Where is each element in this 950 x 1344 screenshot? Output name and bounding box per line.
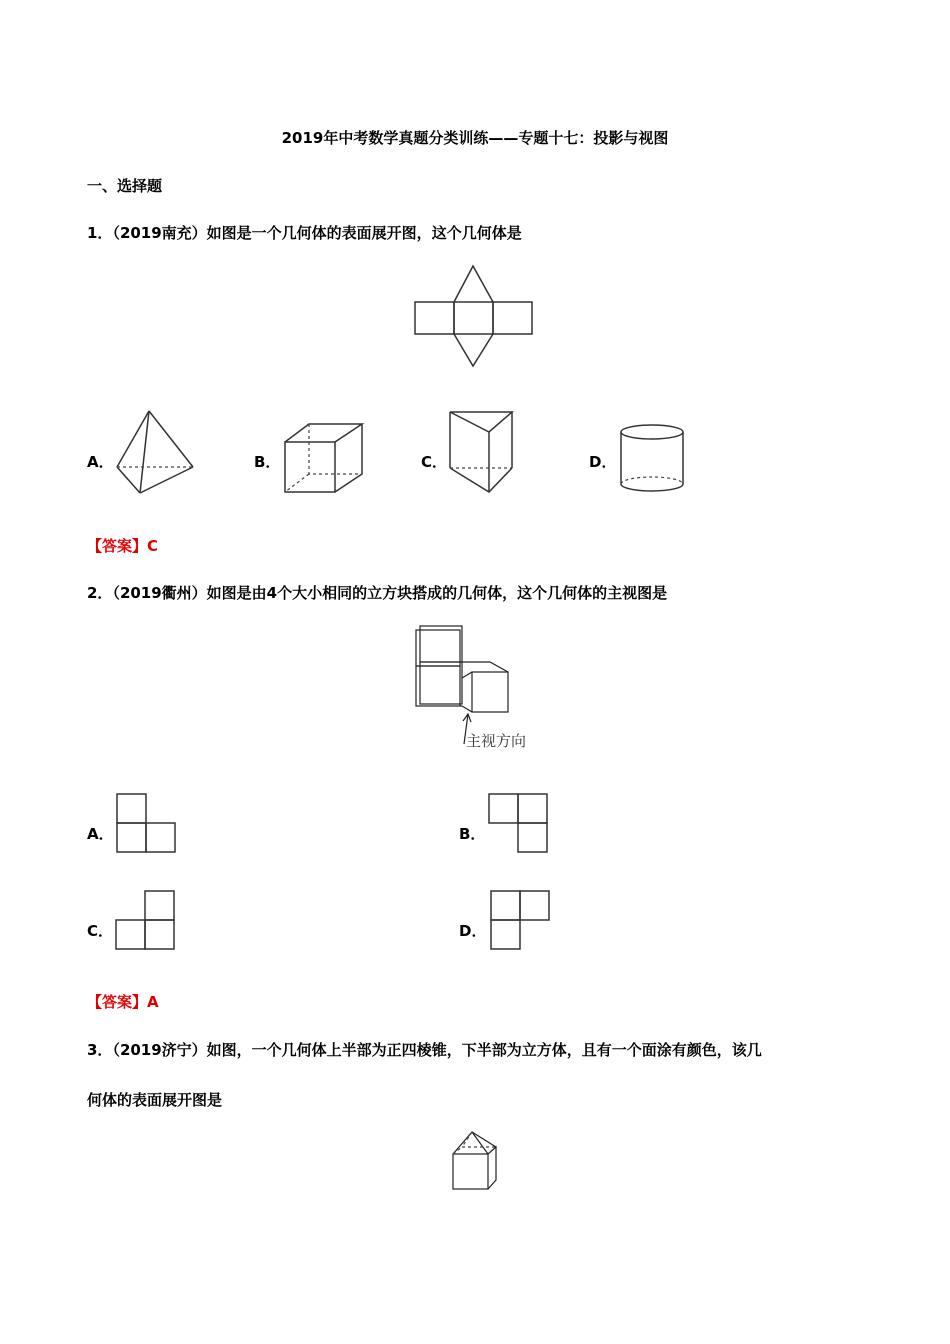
- question-1: [87, 222, 522, 243]
- question-3-text-line2: 何体的表面展开图是: [87, 1091, 223, 1109]
- question-3-number: 3．: [87, 1041, 113, 1059]
- q1-option-b-cube[interactable]: [282, 420, 367, 498]
- q1-option-b-label[interactable]: B．: [254, 453, 281, 471]
- question-2: [87, 582, 667, 603]
- question-3-text-line1: （2019济宁）如图，一个几何体上半部为正四棱锥，下半部为立方体，且有一个面涂有颜色，该几: [112, 1041, 762, 1059]
- q1-option-c-label[interactable]: C．: [421, 453, 448, 471]
- q3-pyramid-cube-figure: [450, 1128, 502, 1194]
- section-heading: 一、选择题: [87, 177, 163, 195]
- q2-option-d-view[interactable]: [490, 890, 552, 952]
- question-2-number: 2．: [87, 584, 113, 602]
- q2-option-a-view[interactable]: [116, 793, 178, 855]
- q1-option-a-tetrahedron[interactable]: [112, 405, 202, 500]
- question-1-text: （2019南充）如图是一个几何体的表面展开图，这个几何体是: [112, 224, 522, 242]
- q2-option-c-label[interactable]: C．: [87, 922, 114, 940]
- question-2-text: （2019衢州）如图是由4个大小相同的立方块搭成的几何体，这个几何体的主视图是: [112, 584, 668, 602]
- q1-option-c-prism[interactable]: [446, 408, 518, 498]
- question-3: [87, 1039, 762, 1060]
- q2-option-d-label[interactable]: D．: [459, 922, 487, 940]
- q2-option-a-label[interactable]: A．: [87, 825, 114, 843]
- q2-option-b-label[interactable]: B．: [459, 825, 486, 843]
- q1-answer: 【答案】C: [87, 537, 159, 555]
- q1-option-a-label[interactable]: A．: [87, 453, 114, 471]
- q2-answer: 【答案】A: [87, 993, 159, 1011]
- question-1-number: 1．: [87, 224, 113, 242]
- q2-option-b-view[interactable]: [488, 793, 550, 855]
- q1-net-figure: [410, 262, 540, 372]
- page-title: 2019年中考数学真题分类训练——专题十七：投影与视图: [281, 129, 669, 147]
- q1-option-d-cylinder[interactable]: [617, 422, 689, 496]
- q2-cubes-figure: [412, 622, 512, 722]
- q2-figure-caption: 主视方向: [466, 732, 527, 750]
- q2-option-c-view[interactable]: [115, 890, 177, 952]
- q1-option-d-label[interactable]: D．: [589, 453, 617, 471]
